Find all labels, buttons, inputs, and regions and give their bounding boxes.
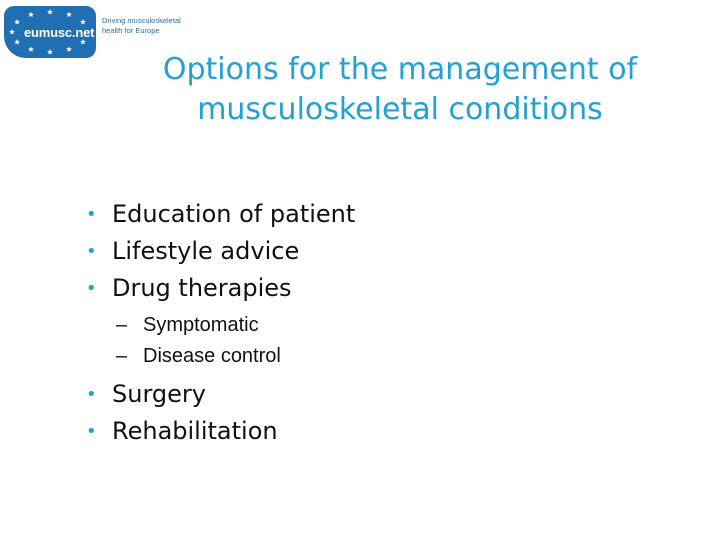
slide-title (120, 50, 680, 130)
logo-star-icon (28, 12, 34, 17)
logo-tagline-line1: Driving musculoskeletal (102, 16, 181, 25)
sub-bullet-item (86, 341, 686, 372)
bullet-dot-icon: • (86, 384, 97, 405)
bullet-item (86, 233, 686, 270)
sub-bullet-item (86, 310, 686, 341)
bullet-item (86, 413, 686, 450)
bullet-dot-icon: • (86, 278, 97, 299)
sub-bullet-text: Symptomatic (143, 314, 259, 336)
bullet-dot-icon: • (86, 421, 97, 442)
bullet-text: Rehabilitation (112, 417, 278, 445)
bullet-text: Education of patient (112, 200, 356, 228)
logo-tagline (102, 16, 202, 36)
bullet-text: Lifestyle advice (112, 237, 300, 265)
bullet-text: Surgery (112, 380, 206, 408)
logo-star-icon (14, 19, 20, 24)
sub-bullet-text: Disease control (143, 345, 281, 367)
logo-star-icon (66, 12, 72, 17)
logo-star-icon (28, 46, 34, 51)
logo-star-icon (9, 29, 15, 34)
sub-bullet-dash: – (116, 345, 128, 367)
bullet-item (86, 270, 686, 307)
logo-star-icon (14, 39, 20, 44)
bullet-dot-icon: • (86, 241, 97, 262)
bullet-text: Drug therapies (112, 274, 292, 302)
sub-bullet-dash: – (116, 314, 128, 336)
logo-star-icon (66, 46, 72, 51)
logo-brand-text: eumusc.net (24, 25, 95, 40)
slide-title-line2: musculoskeletal conditions (197, 92, 603, 127)
sub-bullet-list (86, 310, 686, 372)
bullet-dot-icon: • (86, 204, 97, 225)
bullet-item (86, 376, 686, 413)
bullet-item (86, 196, 686, 233)
logo-star-icon (47, 49, 53, 54)
logo-tagline-line2: health for Europe (102, 26, 160, 35)
bullet-list (86, 196, 686, 450)
slide-title-line1: Options for the management of (162, 52, 638, 87)
logo-star-icon (80, 19, 86, 24)
logo-star-icon (47, 9, 53, 14)
